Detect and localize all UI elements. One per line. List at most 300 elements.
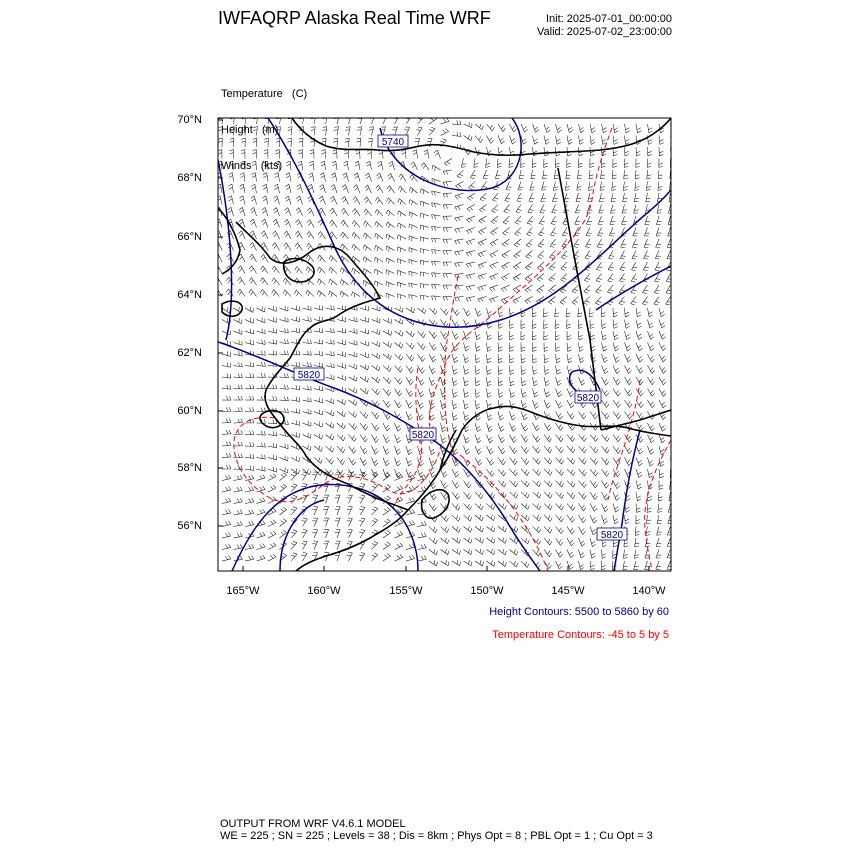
lon-label-155: 155°W (389, 585, 423, 597)
wind-barb (490, 251, 500, 259)
wind-barb (327, 291, 337, 300)
wind-barb (221, 509, 231, 515)
wind-barb (533, 421, 541, 431)
wind-barb (222, 453, 231, 457)
wind-barb (515, 228, 524, 237)
wind-barb (443, 274, 452, 278)
wind-barb (648, 375, 656, 385)
wind-barb (397, 186, 406, 195)
wind-barb (567, 478, 576, 487)
wind-barb (287, 126, 292, 135)
wind-barb (625, 515, 630, 524)
wind-barb (567, 524, 575, 534)
wind-barb (475, 512, 484, 521)
wind-barb (355, 161, 360, 171)
wind-barb (314, 350, 324, 355)
wind-barb (429, 535, 438, 544)
wind-barb (659, 341, 666, 351)
wind-barb (229, 161, 234, 170)
wind-barb (510, 444, 518, 454)
wind-barb (514, 239, 523, 248)
wind-barb (337, 327, 347, 333)
wind-barb (385, 293, 395, 300)
wind-barb (443, 239, 452, 243)
wind-barb (619, 274, 627, 284)
wind-barb (487, 388, 492, 397)
wind-barb (360, 316, 370, 323)
wind-barb (659, 469, 664, 478)
wind-barb (233, 544, 243, 550)
wind-barb (602, 455, 611, 465)
wind-barb (245, 327, 255, 334)
wind-barb (408, 187, 417, 196)
wind-barb (655, 274, 663, 284)
wind-barb (303, 443, 313, 451)
wind-barb (556, 489, 565, 498)
wind-barb (271, 278, 280, 288)
wind-barb (326, 443, 335, 452)
wind-barb (268, 327, 278, 333)
wind-barb (561, 274, 570, 283)
wind-barb (475, 535, 485, 543)
wind-barb (273, 196, 279, 206)
wind-barb (533, 354, 537, 363)
wind-barb (283, 243, 291, 253)
wind-barb (337, 362, 347, 369)
wind-barb (544, 342, 548, 351)
wind-barb (566, 308, 571, 317)
wind-barb (466, 262, 476, 268)
wind-barb (521, 388, 527, 398)
wind-barb (337, 339, 347, 345)
wind-barb (544, 547, 553, 557)
wind-barb (405, 543, 415, 549)
wind-barb (521, 478, 530, 487)
wind-barb (271, 266, 279, 276)
wind-barb (533, 432, 541, 442)
wind-barb (556, 466, 565, 475)
wind-barb (549, 262, 558, 271)
wind-barb (260, 266, 268, 276)
wind-barb (245, 442, 254, 446)
wind-barb (608, 251, 616, 261)
wind-barb (455, 262, 464, 267)
wind-barb (551, 216, 559, 226)
wind-barb (487, 523, 497, 532)
wind-barb (221, 475, 231, 481)
wind-barb (671, 364, 679, 374)
wind-barb (257, 465, 267, 471)
wind-barb (625, 135, 630, 144)
wind-barb (309, 161, 314, 170)
wind-barb (521, 421, 528, 431)
wind-barb (464, 433, 470, 443)
wind-barb (418, 328, 427, 337)
wind-barb (634, 193, 640, 203)
wind-barb (625, 147, 629, 156)
wind-barb (276, 114, 282, 124)
wind-barb (544, 535, 553, 544)
wind-barb (487, 377, 492, 386)
wind-barb (343, 161, 348, 170)
wind-barb (285, 196, 291, 206)
wind-barb (255, 509, 265, 515)
wind-barb (377, 161, 383, 171)
wind-barb (291, 419, 301, 425)
wind-barb (636, 364, 644, 374)
wind-barb (405, 555, 415, 561)
wind-barb (419, 249, 429, 255)
wind-barb (326, 408, 336, 416)
wind-barb (492, 193, 501, 203)
wind-barb (521, 399, 527, 409)
temperature-contour-legend: Temperature Contours: -45 to 5 by 5 (492, 629, 669, 641)
wind-barb (510, 512, 520, 521)
kodiak-island (422, 490, 449, 519)
wind-barb (671, 352, 679, 362)
wind-barb (556, 478, 565, 487)
wind-barb (590, 490, 598, 500)
wind-barb (533, 342, 537, 351)
wind-barb (406, 328, 415, 337)
wind-barb (567, 135, 572, 145)
wind-barb (574, 239, 582, 249)
wind-barb (339, 279, 349, 288)
wind-barb (308, 173, 314, 183)
wind-barb (556, 135, 562, 145)
wind-barb (656, 216, 662, 226)
wind-barb (658, 504, 663, 514)
wind-barb (373, 233, 383, 242)
height-contour (232, 485, 418, 571)
wind-barb (532, 331, 536, 340)
wind-barb (510, 319, 514, 328)
wind-barb (579, 364, 585, 374)
wind-barb (385, 222, 395, 231)
wind-barb (504, 205, 513, 214)
wind-barb (288, 552, 297, 561)
wind-barb (339, 291, 349, 300)
wind-barb (360, 385, 370, 394)
wind-barb (318, 196, 325, 206)
wind-barb (464, 342, 470, 352)
wind-barb (260, 278, 268, 288)
wind-barb (544, 501, 553, 510)
wind-barb (294, 278, 303, 287)
wind-barb (623, 561, 629, 571)
wind-barb (510, 377, 515, 386)
wind-barb (441, 434, 447, 444)
wind-barb (418, 352, 426, 362)
wind-barb (452, 376, 458, 386)
wind-barb (349, 350, 359, 357)
wind-barb (434, 150, 441, 160)
wind-barb (475, 489, 484, 498)
wind-barb (216, 196, 222, 206)
wind-barb (544, 399, 551, 409)
wind-barb (632, 239, 639, 249)
wind-barb (525, 285, 535, 293)
wind-barb (250, 196, 256, 206)
wind-barb (636, 159, 640, 168)
wind-barb (383, 433, 390, 443)
wind-barb (567, 513, 576, 523)
wind-barb (613, 375, 621, 385)
height-contour-legend: Height Contours: 5500 to 5860 by 60 (489, 606, 669, 618)
wind-barb (391, 126, 398, 136)
wind-barb (372, 433, 380, 443)
wind-barb (322, 126, 327, 136)
wind-barb (636, 444, 643, 454)
wind-barb (372, 339, 382, 347)
contour-label-5740: 5740 (381, 137, 405, 148)
wind-barb (337, 316, 347, 322)
wind-barb (260, 254, 268, 264)
wind-barb (296, 196, 303, 206)
wind-barb (646, 182, 651, 191)
wind-barb (461, 159, 467, 169)
lon-label-140: 140°W (632, 585, 666, 597)
wind-barb (585, 239, 593, 249)
wind-barb (579, 537, 586, 547)
wind-barb (372, 316, 382, 323)
wind-barb (625, 352, 632, 362)
wind-barb (657, 205, 663, 215)
wind-barb (406, 387, 414, 397)
wind-barb (521, 500, 530, 509)
wind-barb (585, 251, 593, 261)
wind-barb (349, 397, 359, 406)
wind-barb (602, 319, 607, 328)
wind-barb (291, 454, 301, 462)
wind-barb (237, 266, 245, 276)
wind-barb (475, 399, 480, 409)
wind-barb (533, 547, 542, 556)
wind-barb (360, 444, 368, 454)
wind-barb (408, 200, 418, 208)
wind-barb (233, 498, 243, 504)
wind-barb (268, 442, 278, 448)
wind-barb (349, 409, 358, 418)
wind-barb (291, 385, 300, 390)
wind-barb (464, 353, 470, 363)
wind-barb (286, 173, 291, 183)
wind-barb (671, 318, 678, 328)
wind-barb (257, 396, 266, 400)
wind-barb (521, 342, 525, 351)
wind-barb (636, 319, 642, 329)
wind-barb (356, 114, 363, 124)
wind-barb (383, 351, 393, 360)
wind-barb (475, 121, 485, 130)
wind-barb (622, 216, 629, 226)
wind-barb (218, 126, 223, 135)
wind-barb (521, 410, 528, 420)
wind-barb (320, 161, 325, 170)
wind-barb (625, 375, 633, 385)
wind-barb (659, 387, 667, 397)
wind-barb (636, 409, 644, 419)
wind-barb (244, 509, 254, 515)
wind-barb (398, 174, 406, 184)
wind-barb (373, 269, 383, 277)
wind-barb (579, 490, 588, 500)
wind-barb (490, 274, 500, 281)
wind-barb (487, 558, 497, 567)
contour-label-5820-c: 5820 (576, 393, 600, 404)
wind-barb (533, 444, 542, 454)
wind-barb (510, 466, 519, 475)
wind-barb (464, 388, 469, 397)
wind-barb (556, 387, 563, 397)
wind-barb (538, 239, 547, 248)
wind-barb (579, 409, 587, 419)
wind-barb (464, 399, 469, 409)
wind-barb (648, 386, 656, 396)
wind-barb (590, 319, 594, 328)
temp-contour (429, 128, 612, 426)
wind-barb (255, 555, 265, 561)
wind-barb (395, 363, 404, 372)
wind-barb (375, 185, 383, 195)
wind-barb (521, 331, 525, 340)
wind-barb (352, 197, 360, 207)
wind-barb (268, 431, 277, 436)
wind-barb (351, 232, 360, 241)
wind-barb (553, 182, 559, 192)
model-footer (220, 818, 653, 842)
wind-barb (357, 494, 365, 504)
wind-barb (439, 118, 449, 124)
wind-barb (326, 431, 336, 440)
wind-barb (383, 386, 392, 396)
wind-barb (631, 297, 640, 307)
wind-barb (286, 161, 291, 170)
wind-barb (369, 483, 378, 492)
wind-barb (306, 231, 314, 241)
wind-barb (646, 515, 651, 524)
wind-barb (261, 219, 268, 229)
wind-barb (510, 354, 514, 363)
wind-barb (648, 147, 652, 156)
wind-barb (266, 484, 276, 492)
wind-barb (590, 135, 595, 144)
wind-barb (544, 123, 551, 133)
wind-barb (330, 184, 337, 194)
wind-barb (584, 274, 593, 283)
wind-barb (341, 196, 349, 206)
wind-barb (579, 135, 584, 144)
wind-barb (590, 331, 595, 340)
wind-barb (487, 546, 497, 554)
wind-barb (257, 385, 266, 389)
lat-label-60: 60°N (177, 405, 202, 417)
wind-barb (310, 150, 314, 159)
wind-barb (533, 501, 542, 510)
wind-barb (590, 467, 599, 477)
wind-barb (266, 473, 276, 481)
wind-barb (360, 362, 370, 370)
wind-barb (277, 529, 287, 538)
wind-barb (567, 548, 574, 558)
wind-barb (543, 308, 548, 317)
wind-barb (567, 342, 572, 351)
wind-barb (455, 274, 464, 279)
wind-barb (345, 528, 352, 538)
wind-barb (419, 260, 429, 266)
wind-barb (255, 497, 265, 503)
wind-barb (333, 482, 340, 492)
wind-barb (272, 219, 279, 229)
wind-barb (478, 262, 488, 269)
wind-barb (354, 173, 360, 183)
wind-barb (218, 138, 222, 147)
wind-barb (544, 387, 550, 397)
wind-barb (319, 184, 325, 194)
wind-barb (316, 279, 325, 288)
wind-barb (537, 274, 547, 283)
wind-barb (607, 285, 616, 295)
wind-barb (257, 431, 266, 436)
wind-barb (514, 262, 524, 270)
temp-contour (645, 440, 671, 571)
wind-barb (441, 317, 449, 327)
wind-barb (510, 546, 519, 555)
map-title: IWFAQRP Alaska Real Time WRF (218, 8, 491, 28)
wind-barb (221, 544, 231, 550)
wind-barb (342, 173, 348, 183)
wind-barb (291, 304, 301, 311)
wind-barb (328, 255, 337, 264)
wind-barb (533, 135, 539, 145)
wind-barb (491, 216, 501, 225)
wind-barb (521, 320, 525, 329)
wind-barb (345, 494, 352, 504)
wind-barb (475, 342, 480, 352)
wind-barb (401, 150, 406, 159)
wind-barb (429, 305, 438, 314)
wind-barb (266, 530, 276, 538)
wind-barb (656, 239, 663, 249)
wind-barb (602, 409, 610, 419)
wind-barb (298, 150, 302, 159)
wind-barb (635, 538, 640, 548)
wind-barb (408, 294, 418, 300)
wind-barb (284, 219, 291, 229)
wind-barb (452, 478, 460, 488)
wind-barb (262, 196, 268, 206)
wind-barb (369, 517, 378, 526)
wind-barb (288, 483, 297, 492)
wind-barb (376, 173, 383, 183)
wind-barb (613, 159, 617, 168)
wind-barb (337, 455, 346, 465)
wind-barb (280, 339, 290, 344)
wind-barb (363, 209, 372, 219)
wind-barb (344, 150, 348, 159)
wind-barb (431, 191, 441, 197)
wind-barb (222, 385, 231, 390)
wind-barb (331, 173, 337, 183)
wind-barb (527, 216, 536, 226)
wind-barb (497, 159, 502, 168)
wind-barb (648, 421, 656, 431)
wind-barb (419, 201, 429, 208)
wind-barb (429, 352, 437, 362)
wind-barb (271, 290, 280, 299)
wind-barb (369, 552, 378, 561)
wind-barb (475, 365, 480, 374)
